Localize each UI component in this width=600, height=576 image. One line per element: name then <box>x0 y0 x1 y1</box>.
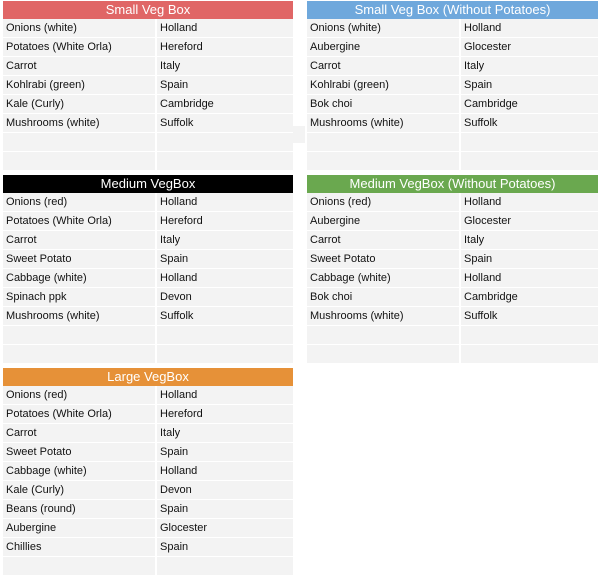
table-row <box>3 19 293 38</box>
origin-cell[interactable]: Cambridge <box>461 95 598 114</box>
origin-cell[interactable]: Hereford <box>157 212 293 231</box>
item-cell[interactable] <box>307 152 461 171</box>
origin-cell[interactable]: Glocester <box>461 38 598 57</box>
table-row <box>3 326 293 345</box>
item-cell[interactable]: Mushrooms (white) <box>307 114 461 133</box>
box-title[interactable]: Small Veg Box <box>3 1 293 19</box>
item-cell[interactable]: Aubergine <box>307 212 461 231</box>
item-cell[interactable]: Potatoes (White Orla) <box>3 405 157 424</box>
table-row <box>3 212 293 231</box>
item-cell[interactable]: Bok choi <box>307 95 461 114</box>
item-cell[interactable]: Carrot <box>307 231 461 250</box>
item-cell[interactable]: Beans (round) <box>3 500 157 519</box>
box-title[interactable]: Medium VegBox <box>3 175 293 193</box>
small-veg-box-without-potatoes <box>307 1 598 171</box>
medium-veg-box <box>3 175 293 364</box>
item-cell[interactable]: Sweet Potato <box>3 250 157 269</box>
item-cell[interactable]: Kale (Curly) <box>3 481 157 500</box>
box-table <box>3 193 293 364</box>
table-row <box>3 114 293 133</box>
table-row <box>307 307 598 326</box>
item-cell[interactable]: Kohlrabi (green) <box>3 76 157 95</box>
table-row <box>3 538 293 557</box>
item-cell[interactable]: Onions (white) <box>307 19 461 38</box>
large-veg-box <box>3 368 293 576</box>
origin-cell[interactable]: Suffolk <box>461 114 598 133</box>
table-row <box>307 133 598 152</box>
table-row <box>3 557 293 576</box>
origin-cell[interactable]: Holland <box>461 269 598 288</box>
origin-cell[interactable] <box>157 152 293 171</box>
item-cell[interactable]: Kale (Curly) <box>3 95 157 114</box>
item-cell[interactable]: Carrot <box>307 57 461 76</box>
origin-cell[interactable]: Cambridge <box>461 288 598 307</box>
item-cell[interactable]: Aubergine <box>3 519 157 538</box>
table-row <box>307 212 598 231</box>
table-row <box>3 345 293 364</box>
table-row <box>3 519 293 538</box>
origin-cell[interactable]: Italy <box>461 231 598 250</box>
box-table <box>3 386 293 576</box>
item-cell[interactable] <box>3 152 157 171</box>
origin-cell[interactable]: Suffolk <box>157 307 293 326</box>
box-title[interactable]: Medium VegBox (Without Potatoes) <box>307 175 598 193</box>
item-cell[interactable]: Kohlrabi (green) <box>307 76 461 95</box>
table-row <box>307 269 598 288</box>
item-cell[interactable]: Onions (red) <box>3 193 157 212</box>
table-row <box>307 250 598 269</box>
origin-cell[interactable]: Italy <box>157 231 293 250</box>
origin-cell[interactable]: Hereford <box>157 38 293 57</box>
spacer-cell[interactable] <box>293 126 305 143</box>
item-cell[interactable]: Chillies <box>3 538 157 557</box>
origin-cell[interactable] <box>461 133 598 152</box>
table-row <box>3 481 293 500</box>
table-row <box>307 288 598 307</box>
item-cell[interactable]: Mushrooms (white) <box>307 307 461 326</box>
origin-cell[interactable]: Spain <box>461 250 598 269</box>
table-row <box>3 386 293 405</box>
table-row <box>307 193 598 212</box>
table-row <box>3 95 293 114</box>
origin-cell[interactable]: Spain <box>461 76 598 95</box>
origin-cell[interactable]: Holland <box>157 19 293 38</box>
origin-cell[interactable]: Italy <box>157 57 293 76</box>
table-row <box>3 231 293 250</box>
item-cell[interactable]: Potatoes (White Orla) <box>3 212 157 231</box>
box-table <box>307 19 598 171</box>
origin-cell[interactable]: Cambridge <box>157 95 293 114</box>
table-row <box>307 345 598 364</box>
origin-cell[interactable] <box>157 345 293 364</box>
item-cell[interactable]: Mushrooms (white) <box>3 114 157 133</box>
table-row <box>307 326 598 345</box>
origin-cell[interactable]: Spain <box>157 443 293 462</box>
item-cell[interactable]: Bok choi <box>307 288 461 307</box>
item-cell[interactable]: Sweet Potato <box>307 250 461 269</box>
origin-cell[interactable] <box>157 557 293 576</box>
origin-cell[interactable]: Suffolk <box>157 114 293 133</box>
origin-cell[interactable] <box>461 345 598 364</box>
table-row <box>3 500 293 519</box>
item-cell[interactable]: Aubergine <box>307 38 461 57</box>
item-cell[interactable] <box>3 133 157 152</box>
table-row <box>3 405 293 424</box>
origin-cell[interactable]: Holland <box>157 269 293 288</box>
origin-cell[interactable]: Spain <box>157 76 293 95</box>
origin-cell[interactable]: Holland <box>157 193 293 212</box>
item-cell[interactable] <box>3 345 157 364</box>
origin-cell[interactable] <box>157 133 293 152</box>
item-cell[interactable]: Carrot <box>3 231 157 250</box>
table-row <box>307 152 598 171</box>
medium-veg-box-without-potatoes <box>307 175 598 364</box>
item-cell[interactable] <box>307 345 461 364</box>
item-cell[interactable]: Potatoes (White Orla) <box>3 38 157 57</box>
table-row <box>3 38 293 57</box>
origin-cell[interactable]: Glocester <box>157 519 293 538</box>
box-title[interactable]: Large VegBox <box>3 368 293 386</box>
origin-cell[interactable]: Devon <box>157 481 293 500</box>
table-row <box>307 76 598 95</box>
origin-cell[interactable]: Devon <box>157 288 293 307</box>
origin-cell[interactable]: Spain <box>157 500 293 519</box>
table-row <box>3 443 293 462</box>
table-row <box>3 57 293 76</box>
table-row <box>3 424 293 443</box>
table-row <box>307 57 598 76</box>
table-row <box>3 462 293 481</box>
item-cell[interactable]: Carrot <box>3 424 157 443</box>
origin-cell[interactable]: Holland <box>461 19 598 38</box>
table-row <box>307 19 598 38</box>
table-row <box>3 76 293 95</box>
table-row <box>307 95 598 114</box>
box-title[interactable]: Small Veg Box (Without Potatoes) <box>307 1 598 19</box>
origin-cell[interactable]: Holland <box>157 386 293 405</box>
table-row <box>3 269 293 288</box>
origin-cell[interactable]: Italy <box>461 57 598 76</box>
small-veg-box <box>3 1 293 171</box>
origin-cell[interactable]: Italy <box>157 424 293 443</box>
item-cell[interactable]: Onions (red) <box>3 386 157 405</box>
table-row <box>307 38 598 57</box>
item-cell[interactable]: Spinach ppk <box>3 288 157 307</box>
box-table <box>3 19 293 171</box>
table-row <box>3 250 293 269</box>
origin-cell[interactable]: Suffolk <box>461 307 598 326</box>
item-cell[interactable] <box>3 557 157 576</box>
item-cell[interactable] <box>307 326 461 345</box>
table-row <box>307 231 598 250</box>
item-cell[interactable] <box>3 326 157 345</box>
origin-cell[interactable]: Spain <box>157 250 293 269</box>
origin-cell[interactable] <box>461 152 598 171</box>
item-cell[interactable]: Cabbage (white) <box>3 462 157 481</box>
origin-cell[interactable]: Holland <box>461 193 598 212</box>
item-cell[interactable]: Cabbage (white) <box>307 269 461 288</box>
table-row <box>3 133 293 152</box>
table-row <box>3 152 293 171</box>
origin-cell[interactable] <box>157 326 293 345</box>
item-cell[interactable]: Carrot <box>3 57 157 76</box>
box-table <box>307 193 598 364</box>
item-cell[interactable]: Sweet Potato <box>3 443 157 462</box>
origin-cell[interactable]: Holland <box>157 462 293 481</box>
item-cell[interactable]: Onions (white) <box>3 19 157 38</box>
origin-cell[interactable] <box>461 326 598 345</box>
item-cell[interactable]: Onions (red) <box>307 193 461 212</box>
item-cell[interactable]: Cabbage (white) <box>3 269 157 288</box>
table-row <box>307 114 598 133</box>
item-cell[interactable] <box>307 133 461 152</box>
item-cell[interactable]: Mushrooms (white) <box>3 307 157 326</box>
origin-cell[interactable]: Glocester <box>461 212 598 231</box>
origin-cell[interactable]: Hereford <box>157 405 293 424</box>
table-row <box>3 193 293 212</box>
table-row <box>3 307 293 326</box>
origin-cell[interactable]: Spain <box>157 538 293 557</box>
table-row <box>3 288 293 307</box>
